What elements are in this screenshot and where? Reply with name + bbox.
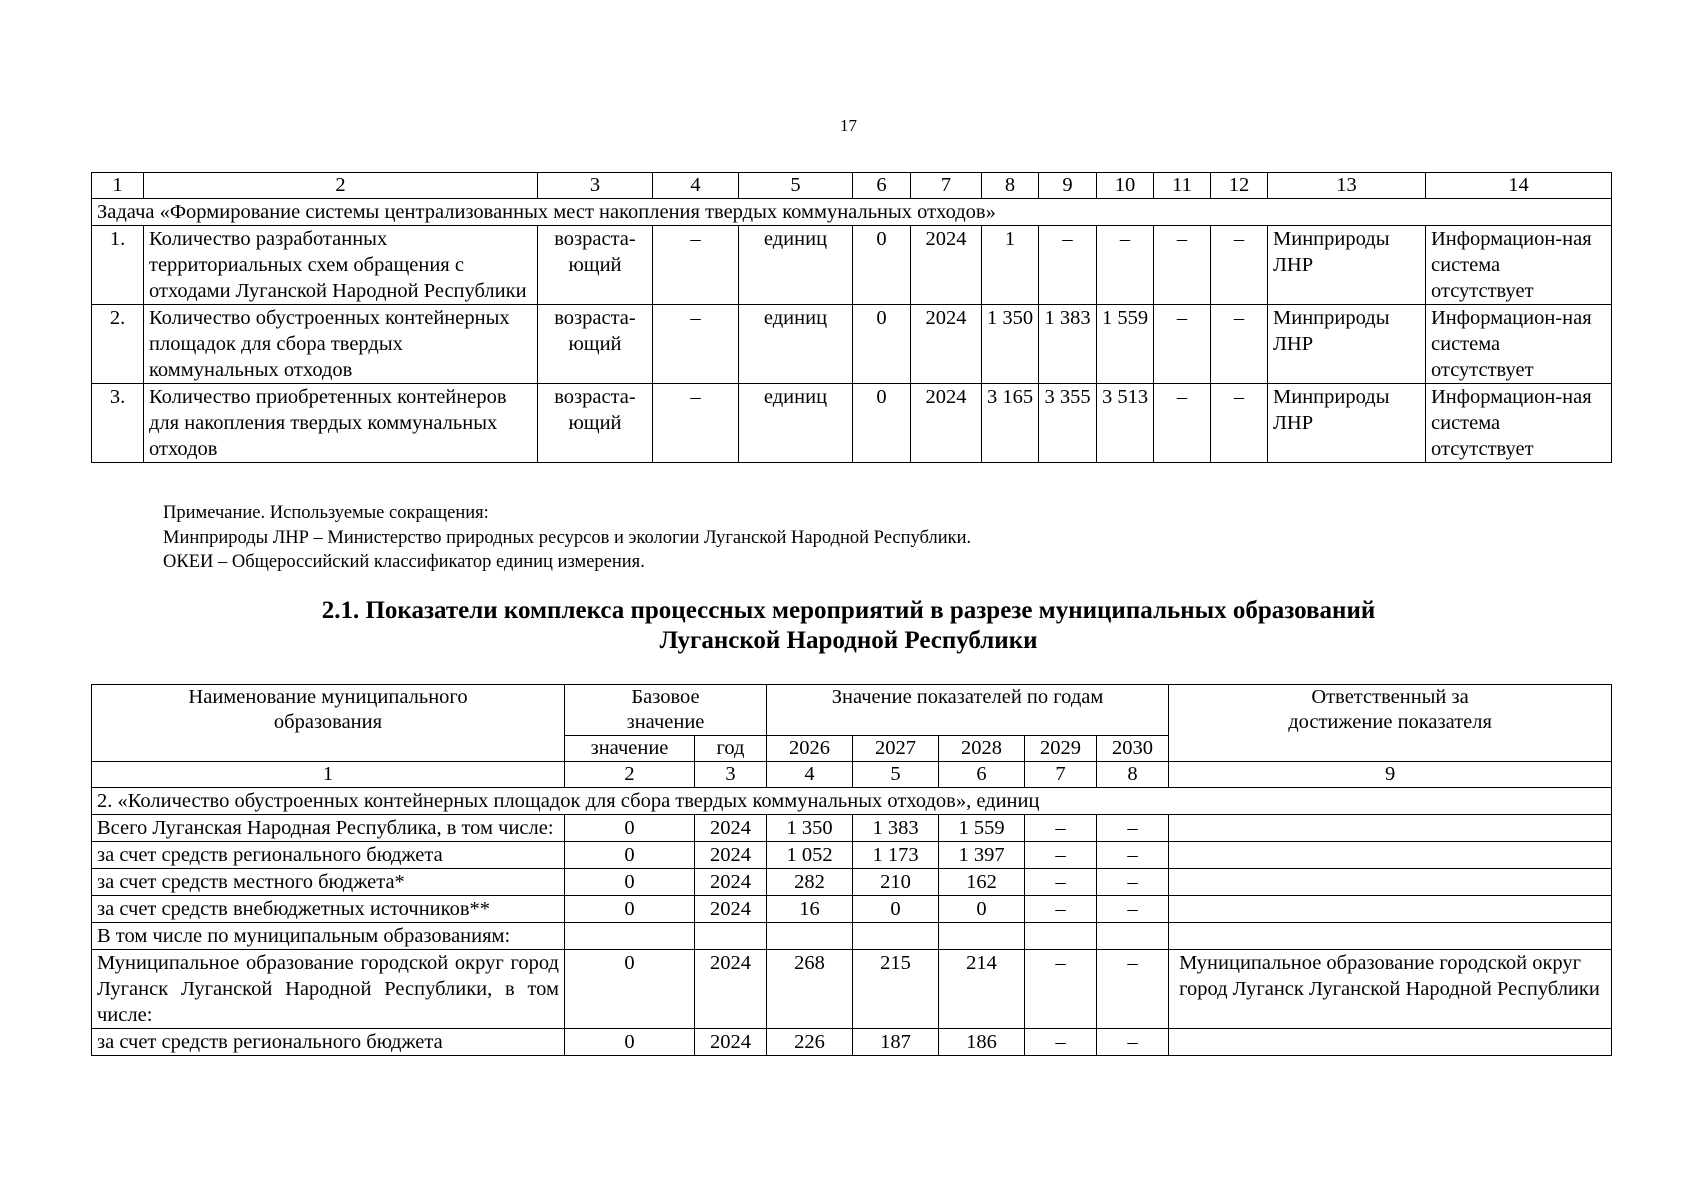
note-line: Примечание. Используемые сокращения: bbox=[163, 503, 489, 523]
info-system: Информацион-ная система отсутствует bbox=[1426, 226, 1612, 305]
col-number: 5 bbox=[853, 762, 939, 788]
col-number: 9 bbox=[1039, 173, 1097, 199]
heading-line: 2.1. Показатели комплекса процессных мероприятий в разрезе муниципальных образований bbox=[321, 597, 1376, 624]
base-value: 0 bbox=[853, 384, 911, 463]
base-year: 2024 bbox=[911, 305, 982, 384]
header-value: значение bbox=[565, 736, 695, 762]
value: – bbox=[1039, 226, 1097, 305]
header-year-2027: 2027 bbox=[853, 736, 939, 762]
cell: – bbox=[653, 305, 739, 384]
value: – bbox=[1154, 384, 1211, 463]
value-2027: 1 173 bbox=[853, 842, 939, 869]
base-year: 2024 bbox=[911, 384, 982, 463]
value-2026 bbox=[767, 923, 853, 950]
row-label: Муниципальное образование городской округ город Луганск Луганской Народной Республики, в том числе: bbox=[92, 950, 565, 1029]
base-value: 0 bbox=[565, 842, 695, 869]
col-number: 3 bbox=[695, 762, 767, 788]
responsible: Минприроды ЛНР bbox=[1268, 226, 1426, 305]
value-2026: 282 bbox=[767, 869, 853, 896]
value-2029: – bbox=[1025, 815, 1097, 842]
column-number-row bbox=[92, 173, 1612, 199]
value-2027: 0 bbox=[853, 896, 939, 923]
col-number: 14 bbox=[1426, 173, 1612, 199]
responsible: Муниципальное образование городской округ город Луганск Луганской Народной Республики bbox=[1169, 950, 1612, 1029]
note-line: Минприроды ЛНР – Министерство природных ресурсов и экологии Луганской Народной Республики. bbox=[163, 527, 972, 548]
col-number: 6 bbox=[853, 173, 911, 199]
header-year-2026: 2026 bbox=[767, 736, 853, 762]
responsible bbox=[1169, 1029, 1612, 1056]
responsible: Минприроды ЛНР bbox=[1268, 305, 1426, 384]
base-value: 0 bbox=[565, 1029, 695, 1056]
col-number: 9 bbox=[1169, 762, 1612, 788]
responsible bbox=[1169, 815, 1612, 842]
row-number: 1. bbox=[92, 226, 144, 305]
col-number: 12 bbox=[1211, 173, 1268, 199]
base-value: 0 bbox=[853, 305, 911, 384]
col-number: 7 bbox=[1025, 762, 1097, 788]
value: – bbox=[1211, 226, 1268, 305]
header-year-2030: 2030 bbox=[1097, 736, 1169, 762]
base-year: 2024 bbox=[695, 950, 767, 1029]
value-2030: – bbox=[1097, 842, 1169, 869]
header-year-2028: 2028 bbox=[939, 736, 1025, 762]
value-2030: – bbox=[1097, 896, 1169, 923]
row-label: за счет средств регионального бюджета bbox=[92, 1029, 565, 1056]
value-2029 bbox=[1025, 923, 1097, 950]
value-2026: 1 052 bbox=[767, 842, 853, 869]
col-number: 6 bbox=[939, 762, 1025, 788]
header-values-by-year: Значение показателей по годам bbox=[767, 685, 1169, 736]
info-system: Информацион-ная система отсутствует bbox=[1426, 305, 1612, 384]
table-row bbox=[92, 869, 1612, 896]
value-2027: 210 bbox=[853, 869, 939, 896]
col-number: 2 bbox=[144, 173, 538, 199]
header-name: Наименование муниципального образования bbox=[92, 685, 565, 762]
header-base: Базовое значение bbox=[565, 685, 767, 736]
value-2028: 162 bbox=[939, 869, 1025, 896]
municipal-indicators-table bbox=[91, 684, 1612, 1056]
unit: единиц bbox=[739, 226, 853, 305]
value-2030: – bbox=[1097, 1029, 1169, 1056]
value-2029: – bbox=[1025, 1029, 1097, 1056]
value-2026: 16 bbox=[767, 896, 853, 923]
col-number: 8 bbox=[1097, 762, 1169, 788]
value-2027: 215 bbox=[853, 950, 939, 1029]
col-number: 4 bbox=[653, 173, 739, 199]
base-year: 2024 bbox=[695, 869, 767, 896]
base-value: 0 bbox=[565, 869, 695, 896]
table-row bbox=[92, 384, 1612, 463]
value-2028: 1 559 bbox=[939, 815, 1025, 842]
responsible bbox=[1169, 896, 1612, 923]
value: – bbox=[1211, 384, 1268, 463]
value-2028: 186 bbox=[939, 1029, 1025, 1056]
value-2030: – bbox=[1097, 950, 1169, 1029]
value-2026: 268 bbox=[767, 950, 853, 1029]
table-row bbox=[92, 896, 1612, 923]
value-2029: – bbox=[1025, 896, 1097, 923]
abbreviations-note bbox=[163, 501, 971, 575]
col-number: 7 bbox=[911, 173, 982, 199]
cell: – bbox=[653, 384, 739, 463]
info-system: Информацион-ная система отсутствует bbox=[1426, 384, 1612, 463]
value-2029: – bbox=[1025, 842, 1097, 869]
value: 1 559 bbox=[1097, 305, 1154, 384]
row-label: В том числе по муниципальным образованиям: bbox=[92, 923, 565, 950]
row-label: Всего Луганская Народная Республика, в том числе: bbox=[92, 815, 565, 842]
heading-line: Луганской Народной Республики bbox=[659, 627, 1038, 654]
table-row bbox=[92, 842, 1612, 869]
base-year: 2024 bbox=[695, 896, 767, 923]
header-year: год bbox=[695, 736, 767, 762]
value-2026: 1 350 bbox=[767, 815, 853, 842]
base-year: 2024 bbox=[911, 226, 982, 305]
responsible bbox=[1169, 842, 1612, 869]
value-2027: 187 bbox=[853, 1029, 939, 1056]
value: – bbox=[1097, 226, 1154, 305]
value: 1 bbox=[982, 226, 1039, 305]
col-number: 3 bbox=[538, 173, 653, 199]
col-number: 1 bbox=[92, 173, 144, 199]
section-heading bbox=[0, 596, 1697, 656]
base-value bbox=[565, 923, 695, 950]
value-2028 bbox=[939, 923, 1025, 950]
value-2026: 226 bbox=[767, 1029, 853, 1056]
base-value: 0 bbox=[565, 815, 695, 842]
base-year: 2024 bbox=[695, 815, 767, 842]
value: 1 350 bbox=[982, 305, 1039, 384]
value-2030 bbox=[1097, 923, 1169, 950]
row-label: за счет средств местного бюджета* bbox=[92, 869, 565, 896]
task-title: Задача «Формирование системы централизованных мест накопления твердых коммунальных отходов» bbox=[92, 199, 1612, 226]
table-row bbox=[92, 305, 1612, 384]
header-row bbox=[92, 685, 1612, 736]
base-value: 0 bbox=[565, 896, 695, 923]
header-year-2029: 2029 bbox=[1025, 736, 1097, 762]
col-number: 10 bbox=[1097, 173, 1154, 199]
indicator-trend: возраста-ющий bbox=[538, 305, 653, 384]
table-row bbox=[92, 1029, 1612, 1056]
row-number: 2. bbox=[92, 305, 144, 384]
note-line: ОКЕИ – Общероссийский классификатор единиц измерения. bbox=[163, 552, 645, 572]
col-number: 1 bbox=[92, 762, 565, 788]
value-2030: – bbox=[1097, 869, 1169, 896]
row-label: за счет средств внебюджетных источников** bbox=[92, 896, 565, 923]
section-row bbox=[92, 788, 1612, 815]
value: 3 165 bbox=[982, 384, 1039, 463]
value-2029: – bbox=[1025, 950, 1097, 1029]
col-number: 2 bbox=[565, 762, 695, 788]
value: 3 513 bbox=[1097, 384, 1154, 463]
table-row bbox=[92, 815, 1612, 842]
responsible: Минприроды ЛНР bbox=[1268, 384, 1426, 463]
value: – bbox=[1211, 305, 1268, 384]
value-2028: 214 bbox=[939, 950, 1025, 1029]
table-row bbox=[92, 950, 1612, 1029]
base-year: 2024 bbox=[695, 842, 767, 869]
indicator-name: Количество обустроенных контейнерных площадок для сбора твердых коммунальных отходов bbox=[144, 305, 538, 384]
cell: – bbox=[653, 226, 739, 305]
unit: единиц bbox=[739, 305, 853, 384]
indicators-table bbox=[91, 172, 1612, 463]
unit: единиц bbox=[739, 384, 853, 463]
col-number: 5 bbox=[739, 173, 853, 199]
value-2027: 1 383 bbox=[853, 815, 939, 842]
value: 3 355 bbox=[1039, 384, 1097, 463]
task-row bbox=[92, 199, 1612, 226]
base-value: 0 bbox=[853, 226, 911, 305]
base-year bbox=[695, 923, 767, 950]
indicator-name: Количество разработанных территориальных схем обращения с отходами Луганской Народной Республики bbox=[144, 226, 538, 305]
indicator-name: Количество приобретенных контейнеров для накопления твердых коммунальных отходов bbox=[144, 384, 538, 463]
col-number: 13 bbox=[1268, 173, 1426, 199]
value-2029: – bbox=[1025, 869, 1097, 896]
indicator-trend: возраста-ющий bbox=[538, 384, 653, 463]
responsible bbox=[1169, 923, 1612, 950]
column-number-row bbox=[92, 762, 1612, 788]
header-responsible: Ответственный за достижение показателя bbox=[1169, 685, 1612, 762]
row-label: за счет средств регионального бюджета bbox=[92, 842, 565, 869]
responsible bbox=[1169, 869, 1612, 896]
col-number: 4 bbox=[767, 762, 853, 788]
page-number: 17 bbox=[840, 116, 857, 135]
table-row bbox=[92, 923, 1612, 950]
value: 1 383 bbox=[1039, 305, 1097, 384]
indicator-trend: возраста-ющий bbox=[538, 226, 653, 305]
value-2028: 0 bbox=[939, 896, 1025, 923]
value: – bbox=[1154, 305, 1211, 384]
base-year: 2024 bbox=[695, 1029, 767, 1056]
section-title: 2. «Количество обустроенных контейнерных площадок для сбора твердых коммунальных отходов», единиц bbox=[92, 788, 1612, 815]
base-value: 0 bbox=[565, 950, 695, 1029]
col-number: 11 bbox=[1154, 173, 1211, 199]
value-2028: 1 397 bbox=[939, 842, 1025, 869]
value: – bbox=[1154, 226, 1211, 305]
value-2027 bbox=[853, 923, 939, 950]
value-2030: – bbox=[1097, 815, 1169, 842]
row-number: 3. bbox=[92, 384, 144, 463]
col-number: 8 bbox=[982, 173, 1039, 199]
table-row bbox=[92, 226, 1612, 305]
